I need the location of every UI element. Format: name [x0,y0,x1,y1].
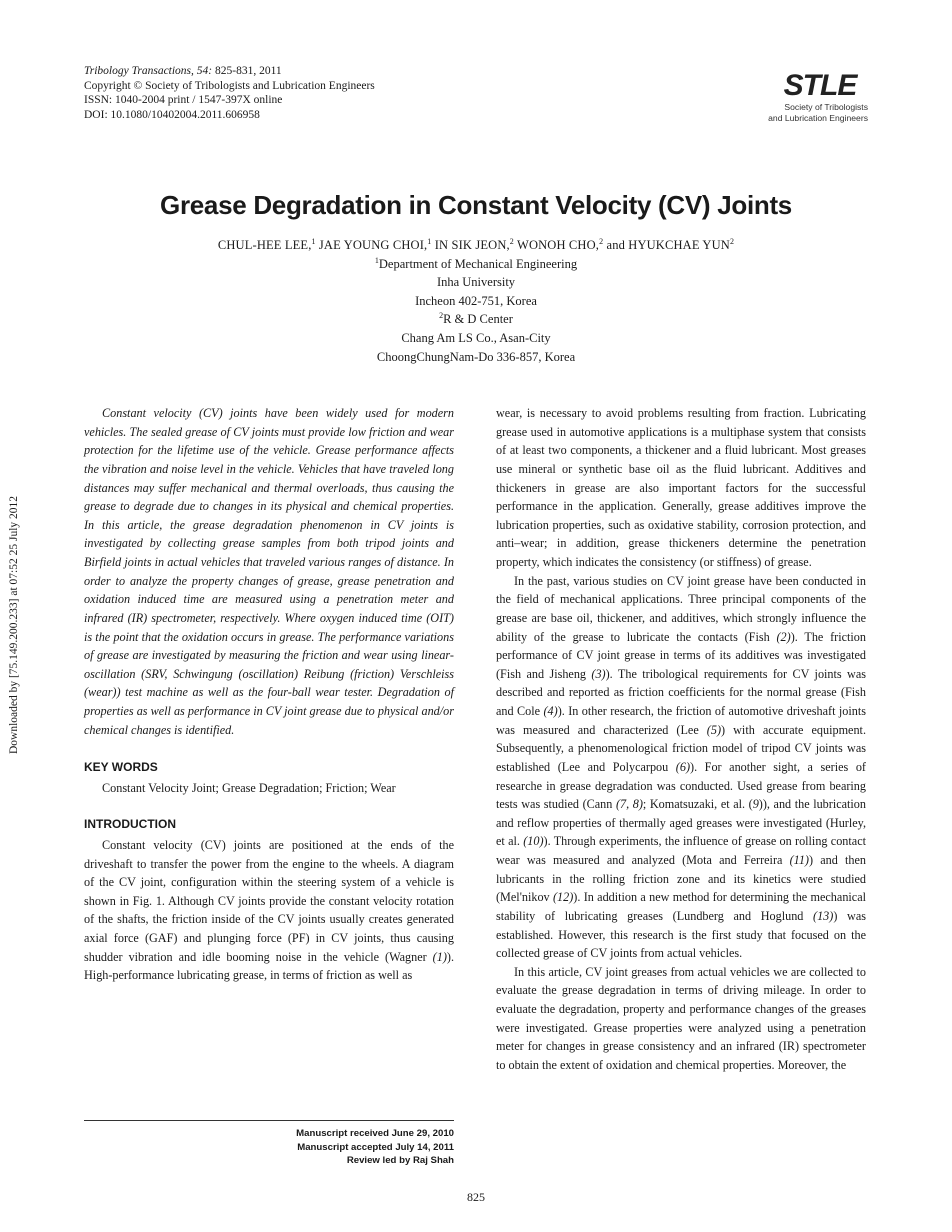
left-column [84,404,454,985]
affiliation-2-city: ChoongChungNam-Do 336-857, Korea [376,349,576,364]
paragraph-text: )), and the lubrication and reflow properties of thermally aged greases were investigated (Hurley, et al. [496,797,866,849]
citation: (6) [675,759,691,774]
paragraph-text: ). In addition a new method for determining the mechanical stability of lubricating greases (Lundberg and Hoglund [496,890,866,923]
paragraph-text: ). For another sight, a series of researche in grease degradation was conducted. Used grease from bearing tests was studied (Cann [496,759,866,812]
stle-logo-line2: and Lubrication Engineers [768,112,868,123]
stle-logo-line1: Society of Tribologists [784,102,868,112]
paragraph-text: ). The tribological requirements for CV joints was described and reported as friction coefficients for the normal grease (Fish and Cole [496,666,866,718]
affiliation-mark: 1 [427,237,432,246]
author-name: JAE YOUNG CHOI, [315,238,428,252]
affiliation-2-company: Chang Am LS Co., Asan-City [401,330,551,345]
citation: (1) [432,949,447,964]
paragraph-text: ). The friction performance of CV joint grease in terms of its additives was investigated (Fish and Jisheng [496,629,866,681]
author-block [0,236,952,366]
author-name: and HYUKCHAE YUN [603,238,730,252]
abstract [84,404,454,739]
affiliation-mark: 2 [509,237,514,246]
stle-logo [764,70,868,136]
paragraph-text: Constant velocity (CV) joints are positioned at the ends of the driveshaft to transfer the power from the engine to the wheels. A diagram of the CV joint, configuration within the steering system of a vehicle is shown in Fig. 1. Although CV joints provide the constant velocity rotation of the shafts, the friction inside of the CV joints usually creates generated axial force (GAF) and plunging force (PF) in CV joints, thus causing shudder vibration and idle booming noise in the vehicle (Wagner [84,837,454,964]
citation: (4) [543,704,558,718]
affiliation-mark: 1 [374,255,379,265]
introduction-paragraph-3: In this article, CV joint greases from actual vehicles we are collected to evaluate the grease degradation in terms of driving mileage. In order to evaluate the degradation, property and performance changes of the greases were investigated. Grease properties were analyzed using a penetration meter for changes in grease consistency and an infrared (IR) spectrometer to obtain the extent of oxidation and chemical properties. Moreover, the [496,964,866,1072]
paragraph-text: ). Through experiments, the influence of grease on rolling contact wear was measured and analyzed (Mota and Ferreira [496,834,866,867]
issn-line: ISSN: 1040-2004 print / 1547-397X online [84,94,283,106]
paragraph-text: ). In other research, the friction of automotive driveshaft joints was measured and characterized (Lee [496,704,866,737]
author-list [0,236,952,255]
page-number: 825 [467,1190,485,1204]
keywords-heading: KEY WORDS [84,760,158,775]
manuscript-footnote [84,1120,454,1168]
introduction-heading: INTRODUCTION [84,816,176,831]
paragraph-text: ) and then lubricants in the rolling friction zone and its kinetics were studied (Mel'nikov [496,853,866,905]
affiliation-1-dept [0,255,952,274]
affiliation-2-dept [0,310,952,329]
citation: (5) [706,722,722,737]
paragraph-text: ; Komatsuzaki, et al. ( [642,797,753,812]
abstract-text: Constant velocity (CV) joints have been widely used for modern vehicles. The sealed grease of CV joints must provide low friction and wear protection for the lifetime use of the vehicle. Grease performance affects the vibration and noise level in the vehicle. Vehicles that have traveled long distances may suffer mechanical and thermal overloads, thus causing the grease to degrade due to changes in its physical and chemical properties. In this article, the grease degradation phenomenon in CV joints is investigated by collecting grease samples from both tripod joints and Birfield joints in actual vehicles that traveled various ranges of distance. In order to analyze the property changes of grease, grease penetration and oxidation induced time are measured using a penetration meter and infrared (IR) spectrometer, respectively. Where oxygen induced time (OIT) is the point that the oxidation occurs in grease. The performance variations of grease are investigated by measuring the friction and wear using linear-oscillation (SRV, Schwingung (oscillation) Reibung (friction) Verschleiss (wear)) test machine as well as the four-ball wear tester. Degradation of properties as well as performance in CV joint grease due to physical and/or chemical changes is identified. [84,406,454,737]
citation: (12) [552,890,574,905]
affiliation-mark: 1 [311,237,316,246]
journal-header [84,64,375,122]
affiliation-mark: 2 [729,237,735,246]
paragraph-text: ). High-performance lubricating grease, in terms of friction as well as [84,949,454,983]
download-stamp [4,440,24,810]
download-stamp-text: Downloaded by [75.149.200.233] at 07:52 25 July 2012 [8,495,20,755]
journal-name: Tribology Transactions, 54: [84,65,213,77]
citation: (3) [591,666,606,681]
citation: (7, 8) [615,797,643,812]
citation: (2) [776,629,791,644]
author-name: CHUL-HEE LEE, [217,238,312,252]
introduction-paragraph-1-continued: wear, is necessary to avoid problems resulting from fraction. Lubricating grease used in automotive applications is a multiphase system that consists of at least two components, a thickener and a fluid lubricant. Most greases use mineral or synthetic base oil as the fluid lubricant. Additives and thickeners in grease are also important factors for the successful performance in the application. Generally, grease additives improve the lubrication properties, such as oxidative stability, corrosion protection, and anti–wear; in addition, grease thickeners determine the penetration property, which indicates the consistency (or stiffness) of grease. [496,406,866,569]
affiliation-mark: 2 [599,237,604,246]
stle-logo-mark: STLE [783,69,857,102]
introduction-paragraph-2 [496,572,866,963]
paragraph-text: ) with accurate equipment. Subsequently, a phenomenological friction model of tripod CV joints was established (Lee and Polycarpou [496,722,866,774]
citation: 9 [752,797,759,812]
manuscript-accepted: Manuscript accepted July 14, 2011 [297,1141,454,1153]
affiliation-mark: 2 [439,311,444,321]
paragraph-text: ) was established. However, this research is the first study that focused on the collected grease of CV joints from actual vehicles. [496,908,866,961]
journal-pages: 825-831, 2011 [212,65,282,77]
author-name: WONOH CHO, [513,238,600,252]
affiliation-text: R & D Center [443,312,513,327]
affiliation-text: Department of Mechanical Engineering [378,256,578,271]
citation: (13) [813,908,834,923]
citation: (11) [789,853,809,867]
right-column [496,404,866,1075]
introduction-paragraph-1 [84,836,454,985]
page-title: Grease Degradation in Constant Velocity (CV) Joints [160,190,792,220]
manuscript-received: Manuscript received June 29, 2010 [296,1128,454,1139]
author-name: IN SIK JEON, [431,238,510,252]
affiliation-1-univ: Inha University [436,275,516,290]
copyright-line: Copyright © Society of Tribologists and Lubrication Engineers [84,79,375,92]
review-led-by: Review led by Raj Shah [346,1155,454,1166]
keywords-text: Constant Velocity Joint; Grease Degradation; Friction; Wear [102,781,396,796]
citation-line [84,64,375,79]
paragraph-text: In the past, various studies on CV joint grease have been conducted in the field of mechanical applications. Three principal components of the grease are base oil, thickener, and additives, which strongly influence the ability of the grease to lubricate the contacts (Fish [496,573,866,644]
citation: (10) [523,834,544,849]
doi-line: DOI: 10.1080/10402004.2011.606958 [84,108,260,121]
affiliation-1-city: Incheon 402-751, Korea [415,293,537,308]
